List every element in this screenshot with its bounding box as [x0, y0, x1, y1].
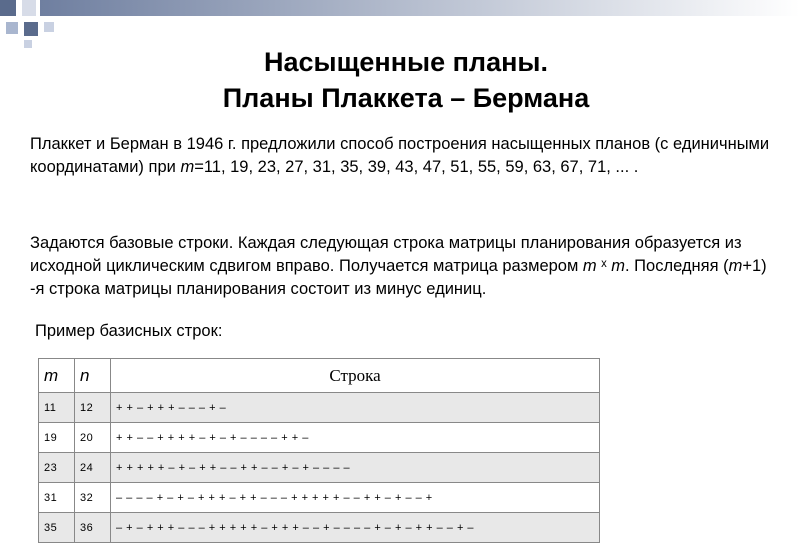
table-row [39, 393, 600, 423]
title-line-1: Насыщенные планы. [264, 47, 548, 77]
paragraph-intro-text-a: Плаккет и Берман в 1946 г. предложили способ построения насыщенных планов (с единичными координатами) при [30, 135, 770, 176]
cell-m: 19 [39, 423, 75, 453]
cell-row: + + – – + + + + – + – + – – – – + + – [111, 423, 600, 453]
table-row [39, 513, 600, 543]
cell-n: 20 [75, 423, 111, 453]
title-line-2: Планы Плаккета – Бермана [222, 83, 590, 113]
example-label: Пример базисных строк: [35, 322, 223, 340]
table-header-row [39, 359, 600, 393]
var-m: m [582, 257, 597, 275]
paragraph-method-text-c: +1) -я строка матрицы планирования состоит из минус единиц. [30, 257, 767, 298]
paragraph-method-text-b: . Последняя ( [625, 257, 729, 275]
cell-row: + + – + + + – – – + – [111, 393, 600, 423]
cell-n: 24 [75, 453, 111, 483]
times-sign: ˣ [596, 257, 612, 275]
paragraph-intro-text-b: =11, 19, 23, 27, 31, 35, 39, 43, 47, 51, 55, 59, 63, 67, 71, ... . [194, 158, 639, 176]
paragraph-method-text-a: Задаются базовые строки. Каждая следующая строка матрицы планирования образуется из исходной циклическим сдвигом вправо. Получается матрица размером [30, 234, 742, 275]
cell-row: – + – + + + – – – + + + + + – + + + – – + – – – – + – + – + + – – + – [111, 513, 600, 543]
cell-row: – – – – + – + – + + + – + + – – – + + + + + – – + + – + – – + [111, 483, 600, 513]
var-m: m [180, 158, 195, 176]
decorative-header-squares [0, 0, 800, 48]
table-row [39, 423, 600, 453]
cell-m: 31 [39, 483, 75, 513]
paragraph-intro [30, 133, 785, 179]
cell-n: 12 [75, 393, 111, 423]
cell-m: 23 [39, 453, 75, 483]
cell-row: + + + + + – + – + + – – + + – – + – + – – – – [111, 453, 600, 483]
cell-m: 35 [39, 513, 75, 543]
header-row: Строка [111, 359, 600, 393]
table-row [39, 453, 600, 483]
var-m: m [611, 257, 626, 275]
cell-m: 11 [39, 393, 75, 423]
cell-n: 32 [75, 483, 111, 513]
cell-n: 36 [75, 513, 111, 543]
table-row [39, 483, 600, 513]
header-n: n [75, 359, 111, 393]
var-m: m [728, 257, 743, 275]
paragraph-method [30, 232, 785, 301]
basis-rows-table [38, 358, 600, 543]
header-m: m [39, 359, 75, 393]
